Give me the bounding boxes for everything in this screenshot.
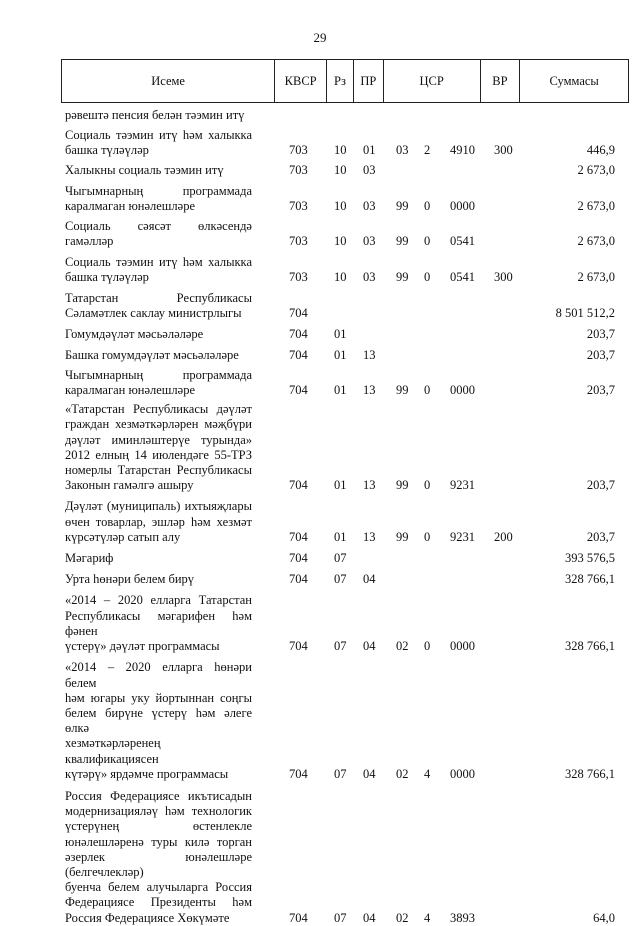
header-name: Исеме — [62, 60, 275, 102]
cell-kvsr: 703 — [289, 162, 308, 177]
row-name-line: Законын гамәлгә ашыру — [65, 478, 194, 493]
cell-csr-c: 0541 — [450, 234, 475, 249]
row-name — [65, 128, 252, 158]
cell-csr-a: 02 — [396, 639, 409, 654]
row-name-line: әзерлек юнәлешләре (белгечлекләр) — [65, 849, 252, 879]
cell-pr: 13 — [363, 529, 376, 544]
cell-pr: 13 — [363, 347, 376, 362]
cell-rz: 07 — [334, 572, 347, 587]
table-row — [0, 789, 640, 926]
row-name-line: каралмаган юнәлешләре — [65, 383, 196, 398]
cell-sum: 446,9 — [586, 143, 615, 158]
cell-sum: 203,7 — [586, 347, 615, 362]
table-row — [0, 291, 640, 321]
header-rz: Рз — [327, 60, 354, 102]
cell-kvsr: 704 — [289, 347, 308, 362]
row-name-line: буенча белем алучыларга Россия — [65, 880, 252, 895]
row-name — [65, 184, 252, 214]
row-name-line: «2014 – 2020 елларга Татарстан — [65, 593, 252, 608]
row-name-line: Чыгымнарның программада — [65, 367, 252, 382]
cell-sum: 328 766,1 — [565, 572, 615, 587]
cell-rz: 01 — [334, 327, 347, 342]
cell-sum: 328 766,1 — [565, 639, 615, 654]
cell-csr-a: 99 — [396, 234, 409, 249]
row-name-line: башка түләүләр — [65, 143, 149, 158]
table-row — [0, 327, 640, 342]
header-kvsr: КВСР — [275, 60, 327, 102]
row-name — [65, 551, 252, 566]
row-name — [65, 499, 252, 545]
row-name-line: һәм югары уку йортыннан соңгы — [65, 690, 252, 705]
row-name-line: Республикасы мәгарифен һәм фәнен — [65, 608, 252, 638]
row-name — [65, 572, 252, 587]
cell-rz: 10 — [334, 269, 347, 284]
row-name — [65, 255, 252, 285]
cell-kvsr: 704 — [289, 639, 308, 654]
cell-sum: 203,7 — [586, 383, 615, 398]
cell-rz: 10 — [334, 162, 347, 177]
table-row — [0, 551, 640, 566]
cell-csr-b: 0 — [424, 199, 431, 214]
row-name — [65, 402, 252, 493]
cell-pr: 03 — [363, 269, 376, 284]
row-name-line: «Татарстан Республикасы дәүләт — [65, 402, 252, 417]
cell-csr-c: 9231 — [450, 478, 475, 493]
row-name-line: Чыгымнарның программада — [65, 183, 252, 198]
row-name — [65, 348, 252, 363]
cell-csr-b: 0 — [424, 639, 431, 654]
cell-csr-a: 02 — [396, 766, 409, 781]
row-name — [65, 660, 252, 782]
cell-csr-b: 0 — [424, 234, 431, 249]
cell-rz: 01 — [334, 383, 347, 398]
cell-rz: 07 — [334, 551, 347, 566]
row-name-line: Дәүләт (муниципаль) ихтыяҗлары — [65, 499, 252, 514]
table-row — [0, 255, 640, 285]
row-name-line: үстерүнең өстенлекле — [65, 819, 252, 834]
cell-sum: 393 576,5 — [565, 551, 615, 566]
cell-kvsr: 704 — [289, 306, 308, 321]
row-name-line: 2012 елның 14 июлендәге 55-ТРЗ — [65, 447, 252, 462]
cell-csr-b: 4 — [424, 910, 431, 925]
row-name-line: рәвештә пенсия белән тәэмин итү — [65, 108, 245, 122]
cell-csr-c: 0000 — [450, 639, 475, 654]
cell-csr-b: 0 — [424, 383, 431, 398]
table-row — [0, 660, 640, 782]
cell-csr-a: 03 — [396, 143, 409, 158]
row-name-line: каралмаган юнәлешләре — [65, 199, 196, 214]
cell-pr: 03 — [363, 162, 376, 177]
row-name-line: Социаль сәясәт өлкәсендә гамәлләр — [65, 219, 252, 249]
table-row — [0, 128, 640, 158]
cell-kvsr: 704 — [289, 327, 308, 342]
header-csr: ЦСР — [384, 60, 481, 102]
cell-rz: 10 — [334, 199, 347, 214]
cell-pr: 04 — [363, 639, 376, 654]
row-name — [65, 368, 252, 398]
cell-csr-c: 3893 — [450, 910, 475, 925]
cell-rz: 07 — [334, 639, 347, 654]
cell-pr: 04 — [363, 910, 376, 925]
row-name — [65, 219, 252, 249]
cell-sum: 2 673,0 — [577, 199, 615, 214]
row-name-line: башка түләүләр — [65, 269, 149, 284]
row-name-line: номерлы Татарстан Республикасы — [65, 463, 252, 478]
table-row — [0, 108, 640, 123]
table-row — [0, 593, 640, 654]
row-name — [65, 108, 252, 123]
row-name — [65, 593, 252, 654]
table-body — [0, 103, 640, 926]
table-row — [0, 368, 640, 398]
row-name-line: Социаль тәэмин итү һәм халыкка — [65, 254, 252, 269]
cell-pr: 01 — [363, 143, 376, 158]
cell-csr-b: 4 — [424, 766, 431, 781]
cell-sum: 2 673,0 — [577, 162, 615, 177]
cell-csr-b: 0 — [424, 269, 431, 284]
cell-sum: 328 766,1 — [565, 766, 615, 781]
row-name-line: хезмәткәрләренең квалификациясен — [65, 736, 161, 766]
row-name — [65, 327, 252, 342]
row-name-line: Россия Федерациясе Хөкүмәте — [65, 910, 230, 925]
cell-csr-b: 0 — [424, 529, 431, 544]
cell-csr-c: 0000 — [450, 199, 475, 214]
row-name-line: Россия Федерациясе икътисадын — [65, 788, 252, 803]
cell-csr-a: 99 — [396, 269, 409, 284]
table-row — [0, 348, 640, 363]
row-name-line: модернизацияләү һәм технологик — [65, 804, 252, 819]
cell-kvsr: 704 — [289, 478, 308, 493]
cell-csr-b: 2 — [424, 143, 431, 158]
row-name-line: граждан хезмәткәрләрен мәҗбүри — [65, 417, 252, 432]
cell-csr-c: 0000 — [450, 383, 475, 398]
row-name-line: үстерү» дәүләт программасы — [65, 639, 220, 654]
header-vr: ВР — [481, 60, 521, 102]
row-name-line: күрсәтүләр сатып алу — [65, 529, 181, 544]
page-number: 29 — [313, 30, 327, 45]
cell-pr: 04 — [363, 766, 376, 781]
cell-sum: 203,7 — [586, 478, 615, 493]
cell-csr-a: 99 — [396, 529, 409, 544]
cell-kvsr: 704 — [289, 529, 308, 544]
cell-kvsr: 704 — [289, 766, 308, 781]
cell-rz: 10 — [334, 234, 347, 249]
table-header — [61, 59, 629, 103]
cell-csr-a: 99 — [396, 478, 409, 493]
row-name-line: Сәламәтлек саклау министрлыгы — [65, 306, 242, 321]
cell-kvsr: 704 — [289, 572, 308, 587]
row-name-line: «2014 – 2020 елларга һөнәри белем — [65, 660, 252, 690]
cell-sum: 2 673,0 — [577, 269, 615, 284]
cell-csr-c: 0541 — [450, 269, 475, 284]
cell-sum: 2 673,0 — [577, 234, 615, 249]
row-name — [65, 163, 252, 178]
cell-pr: 13 — [363, 478, 376, 493]
cell-pr: 03 — [363, 234, 376, 249]
cell-kvsr: 703 — [289, 269, 308, 284]
row-name-line: Мәгариф — [65, 551, 114, 566]
cell-kvsr: 703 — [289, 199, 308, 214]
table-row — [0, 572, 640, 587]
row-name — [65, 291, 252, 321]
cell-rz: 07 — [334, 766, 347, 781]
cell-sum: 203,7 — [586, 529, 615, 544]
cell-sum: 203,7 — [586, 327, 615, 342]
cell-sum: 64,0 — [593, 910, 615, 925]
cell-rz: 01 — [334, 347, 347, 362]
cell-pr: 03 — [363, 199, 376, 214]
table-row — [0, 402, 640, 493]
row-name-line: юнәлешләренә туры килә торган — [65, 834, 252, 849]
cell-rz: 10 — [334, 143, 347, 158]
cell-kvsr: 704 — [289, 383, 308, 398]
cell-pr: 04 — [363, 572, 376, 587]
cell-rz: 01 — [334, 478, 347, 493]
cell-csr-c: 0000 — [450, 766, 475, 781]
cell-kvsr: 703 — [289, 143, 308, 158]
cell-kvsr: 703 — [289, 234, 308, 249]
cell-rz: 01 — [334, 529, 347, 544]
row-name-line: өчен товарлар, эшләр һәм хезмәт — [65, 514, 252, 529]
header-sum: Суммасы — [549, 73, 599, 88]
cell-pr: 13 — [363, 383, 376, 398]
header-pr: ПР — [354, 60, 384, 102]
row-name-line: Татарстан Республикасы — [65, 291, 252, 306]
cell-kvsr: 704 — [289, 551, 308, 566]
table-row — [0, 184, 640, 214]
cell-csr-a: 02 — [396, 910, 409, 925]
row-name-line: дәүләт иминләштерүе турында» — [65, 432, 252, 447]
row-name — [65, 789, 252, 926]
row-name-line: Федерациясе Президенты һәм — [65, 895, 252, 910]
cell-csr-b: 0 — [424, 478, 431, 493]
cell-vr: 300 — [494, 269, 513, 284]
row-name-line: Гомумдәүләт мәсьәләләре — [65, 327, 204, 342]
row-name-line: күтәрү» ярдәмче программасы — [65, 766, 229, 781]
cell-vr: 200 — [494, 529, 513, 544]
table-row — [0, 163, 640, 178]
cell-csr-a: 99 — [396, 383, 409, 398]
cell-csr-c: 9231 — [450, 529, 475, 544]
row-name-line: Социаль тәэмин итү һәм халыкка — [65, 128, 252, 143]
row-name-line: Урта һөнәри белем бирү — [65, 572, 195, 587]
table-row — [0, 499, 640, 545]
cell-csr-a: 99 — [396, 199, 409, 214]
row-name-line: белем бирүне үстерү һәм әлеге өлкә — [65, 705, 252, 736]
cell-vr: 300 — [494, 143, 513, 158]
row-name-line: Халыкны социаль тәэмин итү — [65, 162, 224, 177]
table-row — [0, 219, 640, 249]
cell-kvsr: 704 — [289, 910, 308, 925]
row-name-line: Башка гомумдәүләт мәсьәләләре — [65, 347, 239, 362]
cell-sum: 8 501 512,2 — [555, 306, 615, 321]
cell-csr-c: 4910 — [450, 143, 475, 158]
cell-rz: 07 — [334, 910, 347, 925]
